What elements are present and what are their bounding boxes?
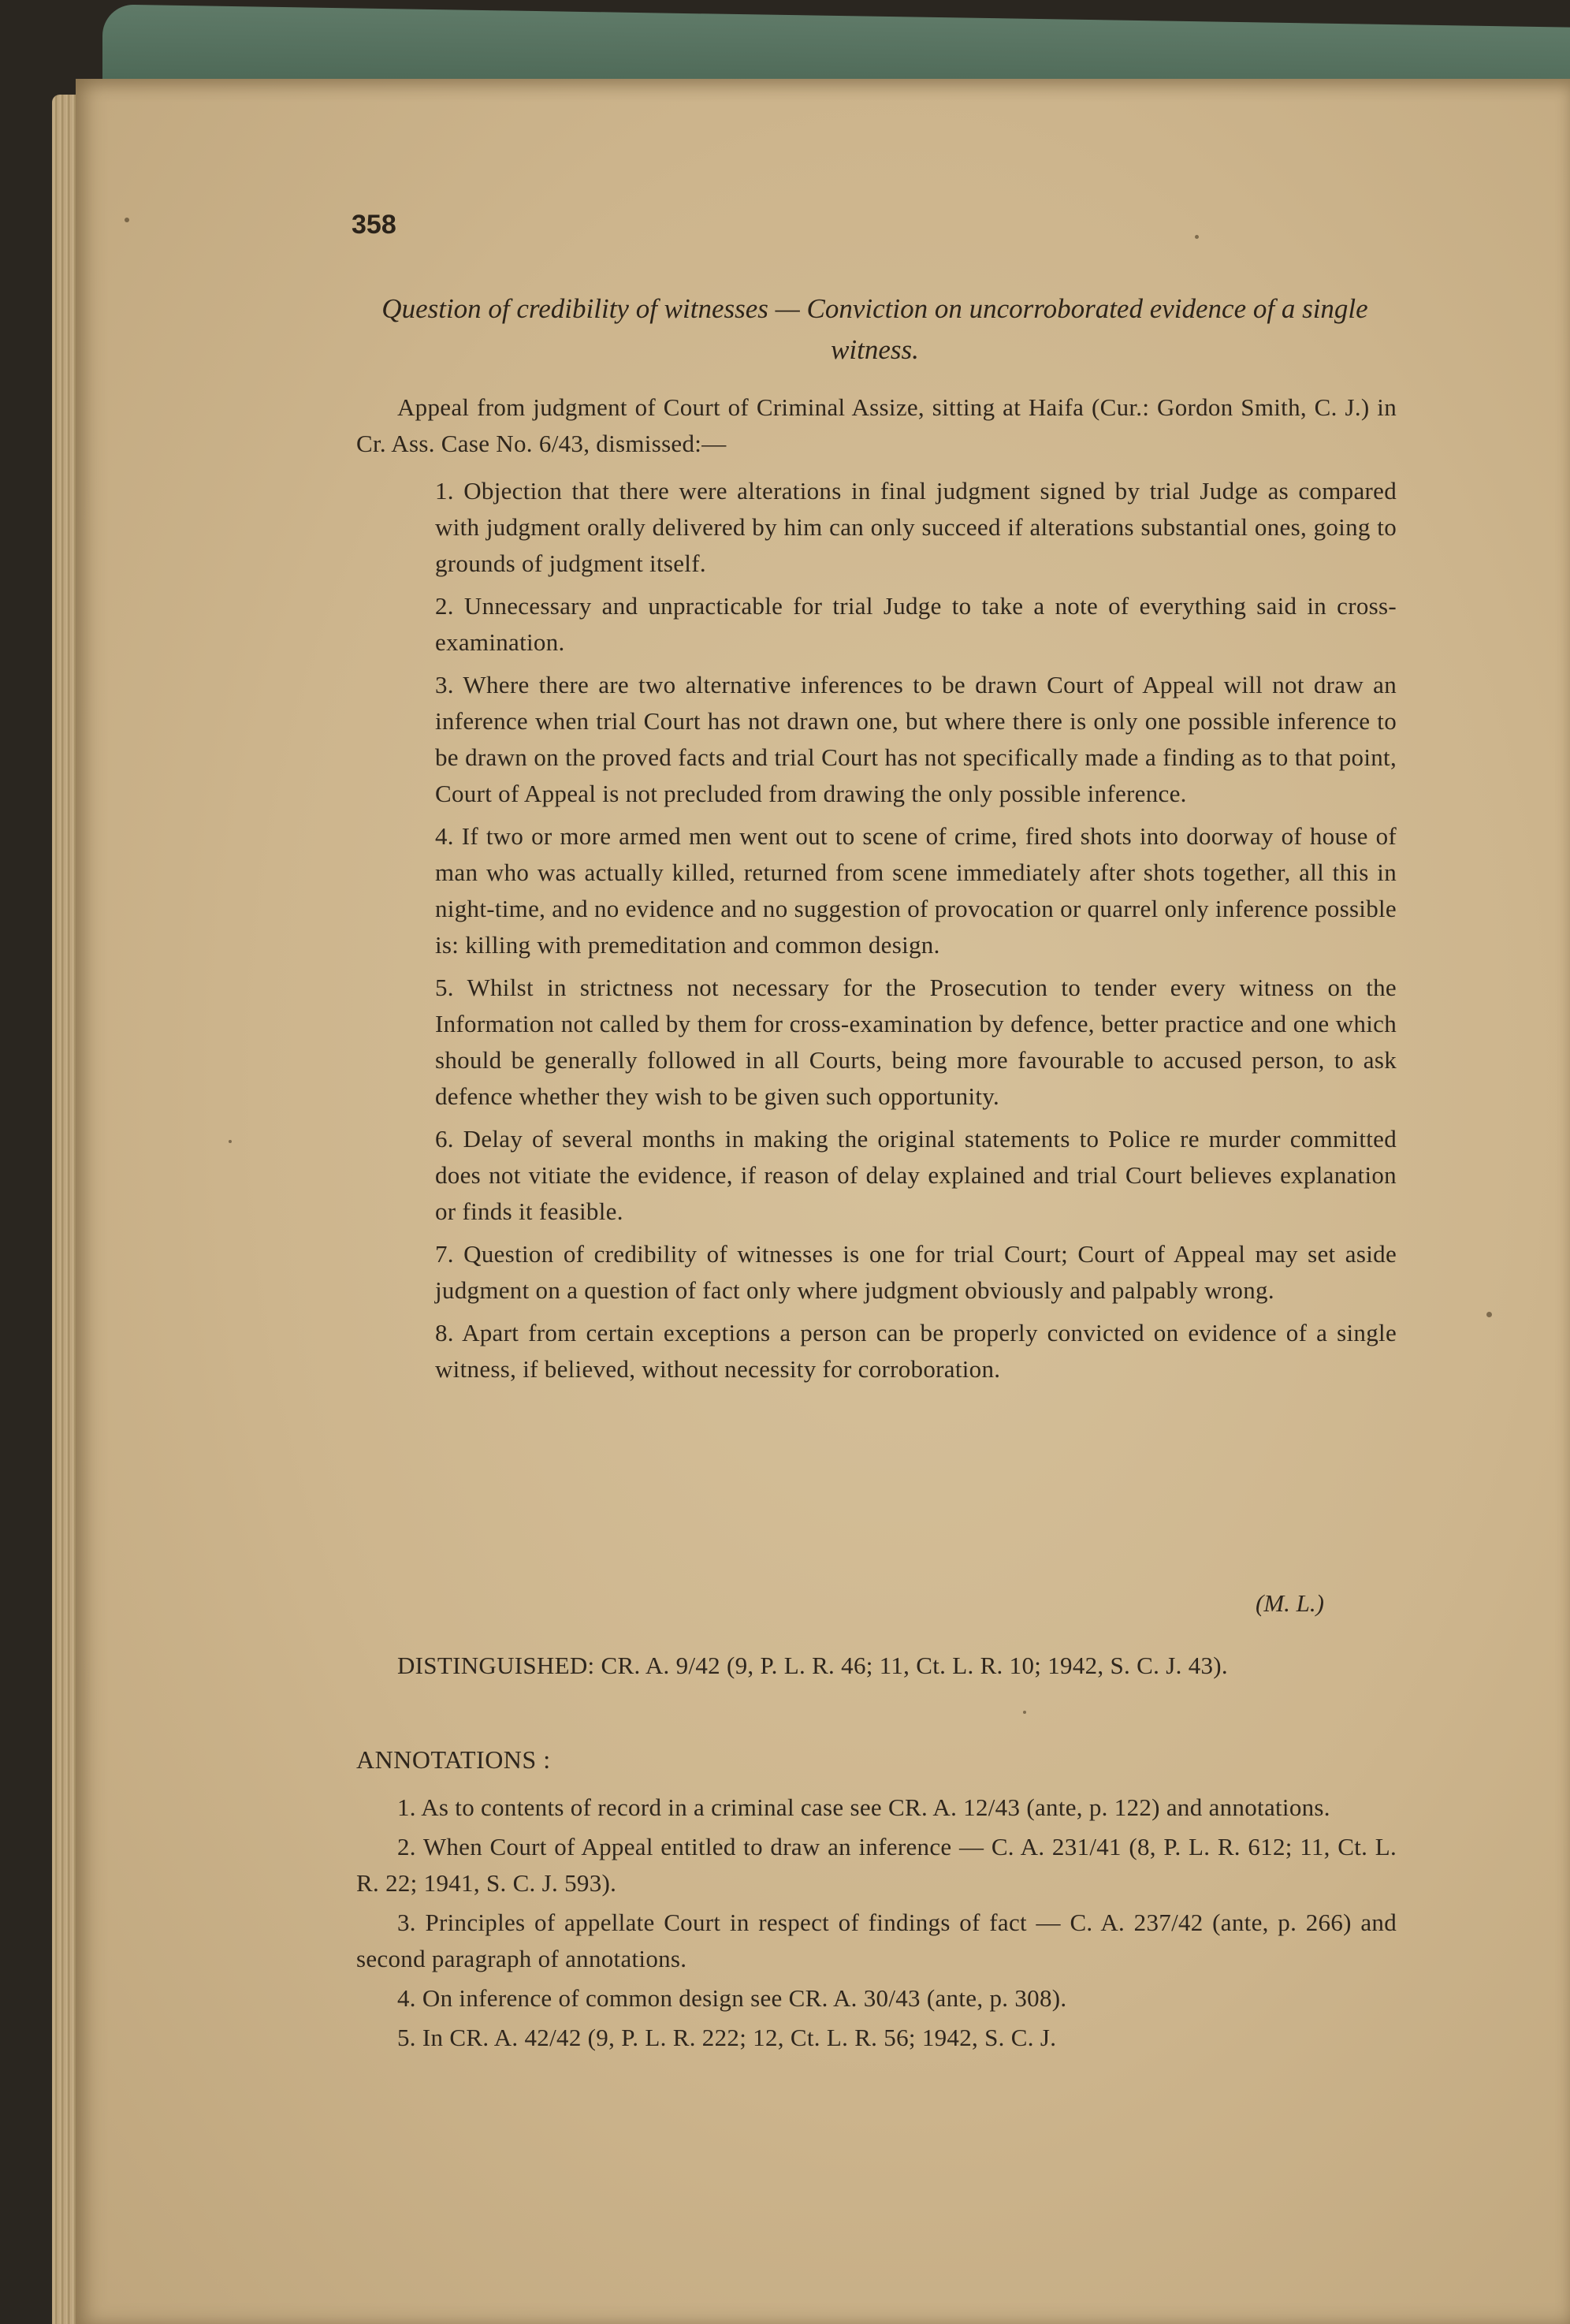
paper-speck xyxy=(1195,235,1199,239)
paper-speck xyxy=(229,1140,232,1143)
holding-item: 4. If two or more armed men went out to scene of crime, fired shots into doorway of house of man who was actually killed, returned from scene immediately after shots together, all this in night-time, and no evidence and no suggestion of provocation or quarrel only inference possible is: killing with premeditation and common design. xyxy=(435,822,1397,959)
annotation-item: 1. As to contents of record in a criminal case see CR. A. 12/43 (ante, p. 122) and annotations. xyxy=(397,1793,1330,1821)
editor-initials: (M. L.) xyxy=(1256,1589,1324,1617)
distinguished-citation: DISTINGUISHED: CR. A. 9/42 (9, P. L. R. 46; 11, Ct. L. R. 10; 1942, S. C. J. 43). xyxy=(397,1652,1228,1679)
holding-item: 3. Where there are two alternative inferences to be drawn Court of Appeal will not draw an inference when trial Court has not drawn one, but where there is only one possible inference to be drawn on the proved facts and trial Court has not specifically made a finding as to that point, Court of Appeal is not precluded from drawing the only possible inference. xyxy=(435,671,1397,807)
holdings-list xyxy=(435,473,1397,1394)
holding-item: 8. Apart from certain exceptions a person can be properly convicted on evidence of a single witness, if believed, without necessity for corroboration. xyxy=(435,1319,1397,1383)
holding-item: 1. Objection that there were alterations in final judgment signed by trial Judge as compared with judgment orally delivered by him can only succeed if alterations substantial ones, going to grounds of judgment itself. xyxy=(435,477,1397,577)
paper-speck xyxy=(125,218,129,222)
holding-item: 7. Question of credibility of witnesses is one for trial Court; Court of Appeal may set aside judgment on a question of fact only where judgment obviously and palpably wrong. xyxy=(435,1240,1397,1304)
paper-speck xyxy=(1486,1312,1492,1317)
appeal-intro: Appeal from judgment of Court of Criminal Assize, sitting at Haifa (Cur.: Gordon Smith, C. J.) in Cr. Ass. Case No. 6/43, dismissed:— xyxy=(356,393,1397,457)
annotation-item: 3. Principles of appellate Court in respect of findings of fact — C. A. 237/42 (ante, p. 266) and second paragraph of annotations. xyxy=(356,1909,1397,1972)
holding-item: 5. Whilst in strictness not necessary for the Prosecution to tender every witness on the Information not called by them for cross-examination by defence, better practice and one which should be generally followed in all Courts, being more favourable to accused person, to ask defence whether they wish to be given such opportunity. xyxy=(435,974,1397,1110)
headnote-title: Question of credibility of witnesses — Conviction on uncorroborated evidence of a single witness. xyxy=(381,293,1368,365)
annotation-item: 2. When Court of Appeal entitled to draw an inference — C. A. 231/41 (8, P. L. R. 612; 11, Ct. L. R. 22; 1941, S. C. J. 593). xyxy=(356,1833,1397,1897)
paper-speck xyxy=(1023,1711,1026,1714)
annotations-heading: ANNOTATIONS : xyxy=(356,1745,551,1774)
annotation-item: 4. On inference of common design see CR. A. 30/43 (ante, p. 308). xyxy=(397,1984,1067,2012)
page-number: 358 xyxy=(352,210,396,240)
holding-item: 2. Unnecessary and unpracticable for trial Judge to take a note of everything said in cross-examination. xyxy=(435,592,1397,656)
holding-item: 6. Delay of several months in making the original statements to Police re murder committed does not vitiate the evidence, if reason of delay explained and trial Court believes explanation or finds it feasible. xyxy=(435,1125,1397,1225)
annotations-list xyxy=(356,1790,1397,2059)
annotation-item: 5. In CR. A. 42/42 (9, P. L. R. 222; 12, Ct. L. R. 56; 1942, S. C. J. xyxy=(397,2024,1057,2051)
